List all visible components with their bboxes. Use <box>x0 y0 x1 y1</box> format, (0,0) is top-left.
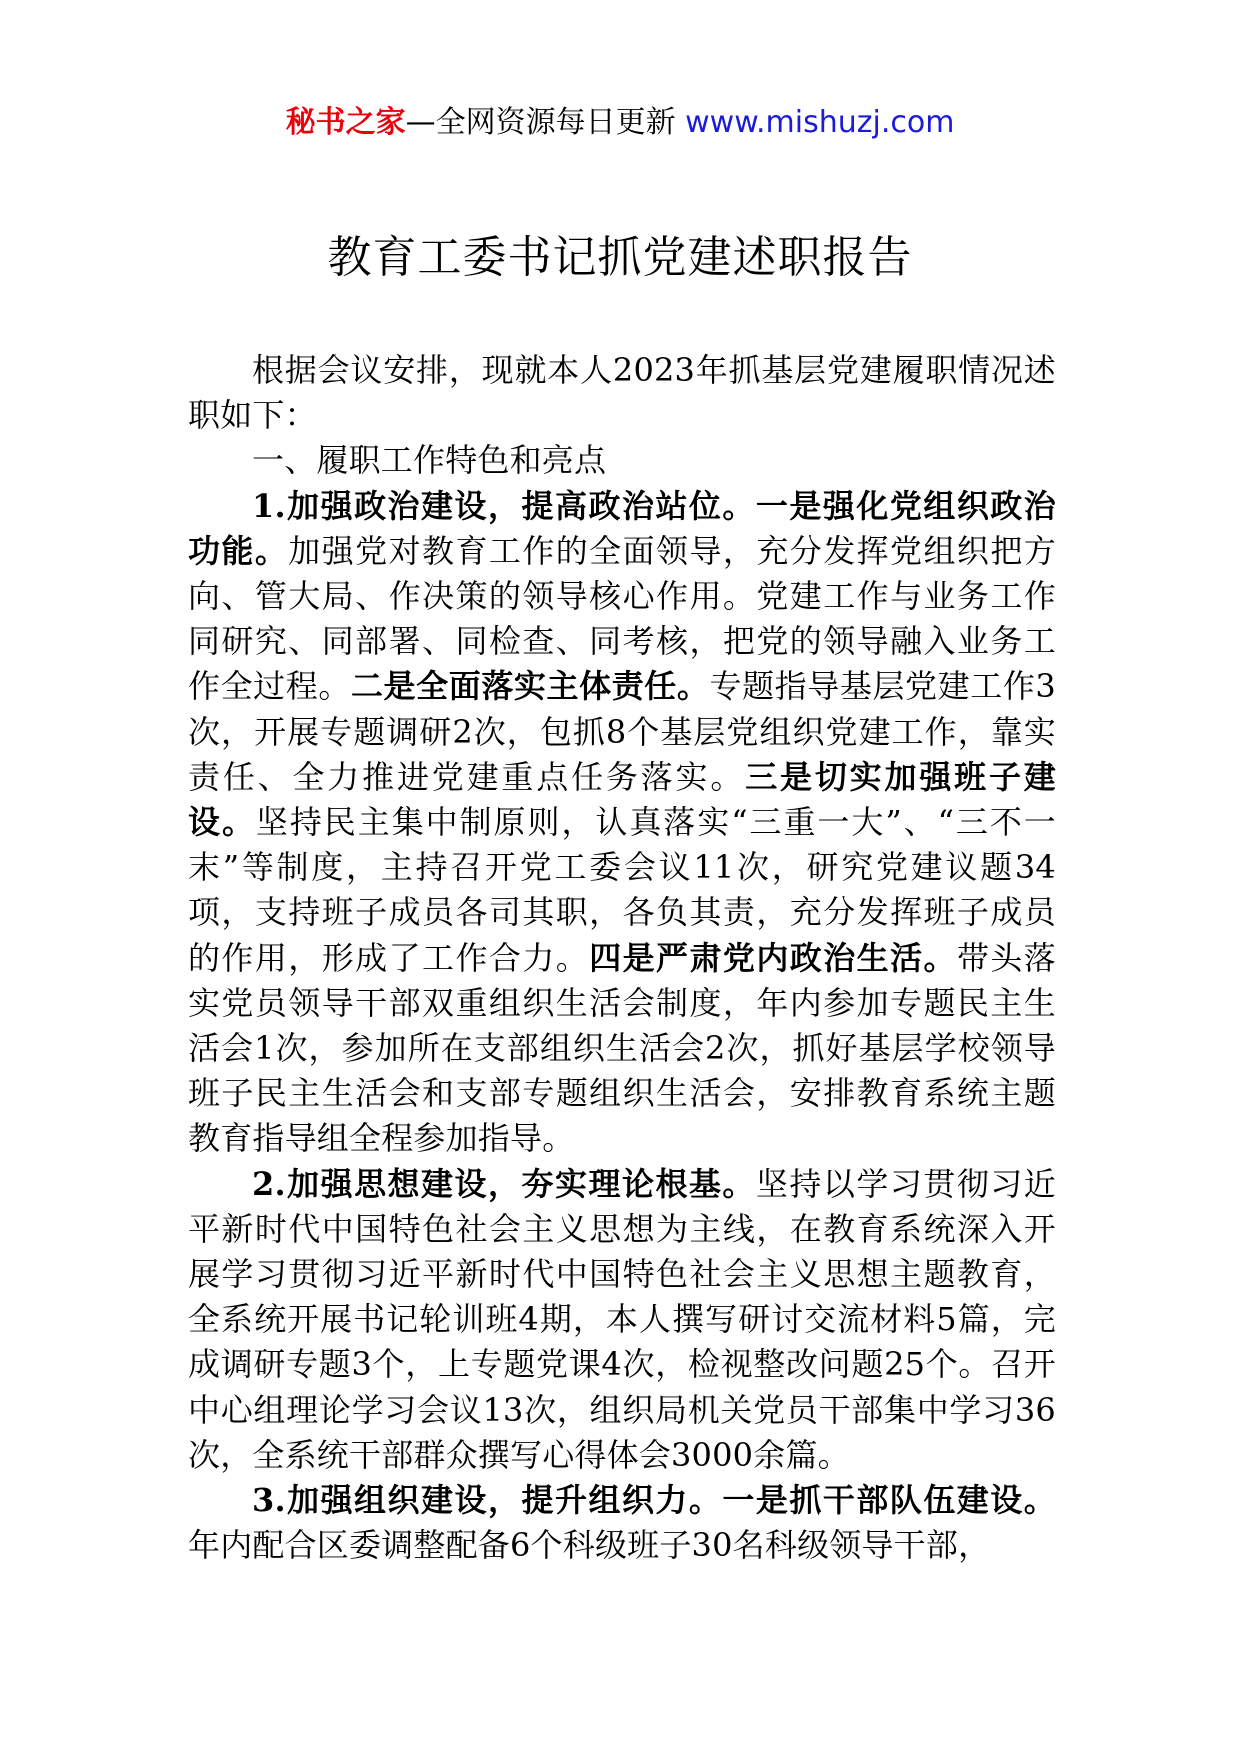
paragraph-organizational-construction <box>188 1478 1056 1568</box>
paragraph-lead: 2.加强思想建设，夯实理论根基。 <box>252 1164 756 1203</box>
document-body <box>188 348 1056 1568</box>
brand-name: 秘书之家 <box>285 105 406 140</box>
paragraph-lead: 3.加强组织建设，提升组织力。 <box>252 1481 723 1520</box>
intro-paragraph: 根据会议安排，现就本人2023年抓基层党建履职情况述职如下： <box>188 351 1056 435</box>
point-text: 坚持民主集中制原则，认真落实“三重一大”、“三不一末”等制度，主持召开党工委会议11次，研究党建议题34项，支持班子成员各司其职，各负其责，充分发挥班子成员的作用，形成了工作合力。 <box>188 803 1056 977</box>
point-text: 专题指导基层党建工作3次，开展专题调研2次，包抓8个基层党组织党建工作，靠实责任、全力推进党建重点任务落实。 <box>188 667 1056 796</box>
site-header <box>0 100 1240 146</box>
header-tagline: —全网资源每日更新 <box>405 105 686 140</box>
paragraph-ideological-construction <box>188 1162 1056 1478</box>
site-url-link[interactable]: www.mishuzj.com <box>685 105 955 140</box>
point-text: 带头落实党员领导干部双重组织生活会制度，年内参加专题民主生活会1次，参加所在支部组织生活会2次，抓好基层学校领导班子民主生活会和支部专题组织生活会，安排教育系统主题教育指导组全程参加指导。 <box>188 938 1057 1158</box>
point-heading: 一是抓干部队伍建设。 <box>722 1481 1056 1520</box>
point-heading: 三是切实加强班子建设。 <box>188 757 1056 842</box>
paragraph-lead: 1.加强政治建设，提高政治站位。 <box>252 486 756 525</box>
document-title: 教育工委书记抓党建述职报告 <box>327 232 913 283</box>
point-heading: 一是强化党组织政治功能。 <box>188 486 1056 570</box>
point-text: 坚持以学习贯彻习近平新时代中国特色社会主义思想为主线，在教育系统深入开展学习贯彻习近平新时代中国特色社会主义思想主题教育，全系统开展书记轮训班4期，本人撰写研讨交流材料5篇，完成调研专题3个，上专题党课4次，检视整改问题25个。召开中心组理论学习会议13次，组织局机关党员干部集中学习36次，全系统干部群众撰写心得体会3000余篇。 <box>188 1164 1056 1474</box>
point-heading: 四是严肃党内政治生活。 <box>589 938 957 977</box>
section-heading: 一、履职工作特色和亮点 <box>252 441 607 480</box>
paragraph-political-construction <box>188 484 1056 1162</box>
point-heading: 二是全面落实主体责任。 <box>350 667 710 706</box>
point-text: 加强党对教育工作的全面领导，充分发挥党组织把方向、管大局、作决策的领导核心作用。党建工作与业务工作同研究、同部署、同检查、同考核，把党的领导融入业务工作全过程。 <box>188 531 1056 706</box>
point-text: 年内配合区委调整配备6个科级班子30名科级领导干部， <box>188 1526 991 1565</box>
